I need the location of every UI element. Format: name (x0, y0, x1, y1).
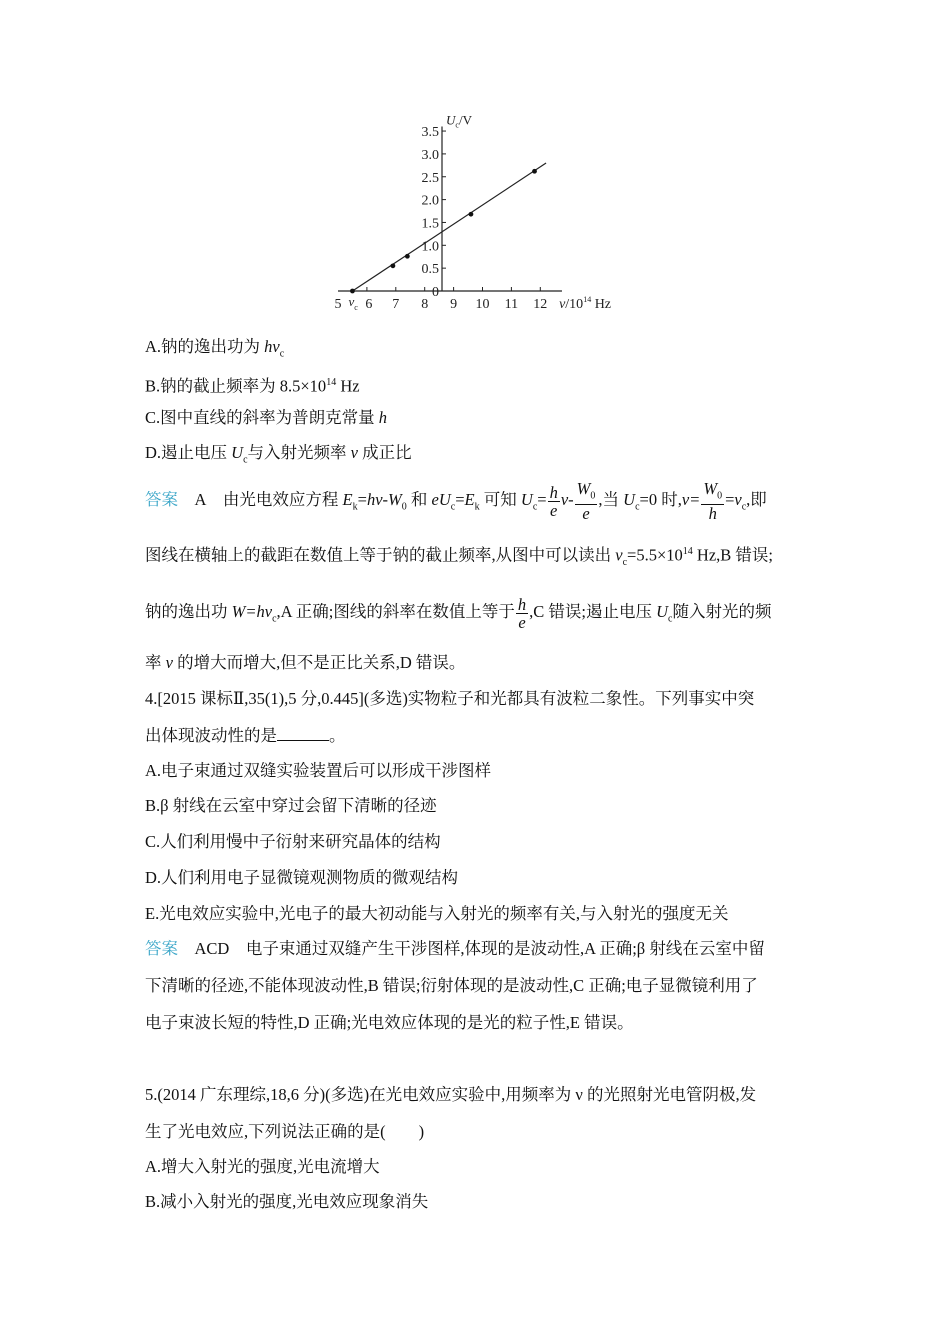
q4-option-d: D.人们利用电子显微镜观测物质的微观结构 (145, 868, 459, 887)
y-tick-label: 1.0 (421, 239, 439, 255)
y-axis-label: $U_c/V$ (446, 112, 472, 130)
uc-vs-frequency-chart (0, 0, 950, 330)
q3-option-b: B.钠的截止频率为 $8.5\times 10^{14}$ Hz (145, 376, 360, 396)
x-tick-label: 5 (334, 297, 342, 312)
y-tick-label: 0 (432, 285, 439, 300)
q4-stem-line2: 出体现波动性的是 。 (145, 726, 346, 745)
q4-answer-line2: 下清晰的径迹,不能体现波动性,B 错误;衍射体现的是波动性,C 正确;电子显微镜利用了 (145, 976, 758, 995)
q3-option-a: A.钠的逸出功为 $h\nu_c$ (145, 337, 285, 360)
q5-option-a: A.增大入射光的强度,光电流增大 (145, 1157, 380, 1176)
x-tick-label: 7 (392, 297, 400, 312)
q5-stem-line1: 5.(2014 广东理综,18,6 分)(多选)在光电效应实验中,用频率为 ν 的光照射光电管阴极,发 (145, 1085, 757, 1104)
q3-answer-line3: 钠的逸出功 $W=h\nu_c,A$ 正确;图线的斜率在数值上等于 $\frac{h}{e}$ ,C 错误;遏止电压 $U_c$随入射光的频 (145, 594, 772, 632)
fraction-w0-over-h: $\frac{W_0}{h}$ (703, 479, 723, 524)
x-tick-label: 11 (504, 297, 519, 312)
q3-option-d: D.遏止电压 $U_c$与入射光频率 ν 成正比 (145, 443, 412, 466)
data-point (350, 289, 355, 294)
q5-stem-line2: 生了光电效应,下列说法正确的是( ) (145, 1122, 425, 1141)
q3-answer-line2: 图线在横轴上的截距在数值上等于钠的截止频率,从图中可以读出 $\nu_c=5.5\times 10^{14}$ Hz,B 错误; (145, 545, 773, 568)
answer-label: 答案 (145, 490, 178, 509)
q3-answer-line1: 答案 A 由光电效应方程 $E_k=h\nu-W_0$ 和 $eU_c=E_k$ 可知 $U_c=$ $\frac{h}{e}$ ν- $\frac{W_0}{e}$ ,当 $U_c=0$ 时,ν= $\frac{W_0}{h}$ $=\nu_c$,即 (145, 479, 767, 524)
answer-blank (277, 724, 329, 741)
x-tick-label: 9 (450, 297, 458, 312)
q5-option-b: B.减小入射光的强度,光电效应现象消失 (145, 1192, 429, 1211)
x-tick-label: 10 (475, 297, 490, 312)
q4-answer-line3: 电子束波长短的特性,D 正确;光电效应体现的是光的粒子性,E 错误。 (145, 1013, 634, 1032)
q3-answer-line4: 率 ν 的增大而增大,但不是正比关系,D 错误。 (145, 653, 466, 672)
answer-label: 答案 (145, 939, 178, 958)
x-tick-label: 8 (421, 297, 429, 312)
y-tick-label: 1.5 (421, 216, 439, 232)
data-point (532, 169, 537, 174)
q3-option-c: C.图中直线的斜率为普朗克常量 h (145, 408, 388, 427)
fit-line (352, 163, 546, 291)
q4-option-e: E.光电效应实验中,光电子的最大初动能与入射光的频率有关,与入射光的强度无关 (145, 904, 729, 923)
q4-stem-line1: 4.[2015 课标Ⅱ,35(1),5 分,0.445](多选)实物粒子和光都具有波粒二象性。下列事实中突 (145, 689, 755, 708)
y-tick-label: 0.5 (421, 262, 439, 278)
q4-option-a: A.电子束通过双缝实验装置后可以形成干涉图样 (145, 761, 492, 780)
x-axis-label: $\nu/10^{14}$ Hz (559, 295, 612, 312)
q4-answer-line1: 答案 ACD 电子束通过双缝产生干涉图样,体现的是波动性,A 正确;β 射线在云室中留 (145, 939, 765, 958)
data-point (405, 254, 410, 259)
data-point (469, 212, 474, 217)
nu-c-label: $\nu_c$ (348, 294, 358, 312)
x-tick-label: 12 (533, 297, 548, 312)
fraction-h-over-e-2: $\frac{h}{e}$ (517, 594, 527, 632)
y-tick-label: 2.0 (421, 193, 439, 209)
q4-option-c: C.人们利用慢中子衍射来研究晶体的结构 (145, 832, 441, 851)
y-tick-label: 3.5 (421, 125, 439, 141)
y-tick-label: 2.5 (421, 170, 439, 186)
x-tick-label: 6 (365, 297, 373, 312)
y-tick-label: 3.0 (421, 147, 439, 163)
fraction-h-over-e: $\frac{h}{e}$ (549, 482, 558, 520)
data-point (391, 263, 396, 268)
fraction-w0-over-e: $\frac{W_0}{e}$ (576, 479, 596, 524)
q4-option-b: B.β 射线在云室中穿过会留下清晰的径迹 (145, 796, 437, 815)
